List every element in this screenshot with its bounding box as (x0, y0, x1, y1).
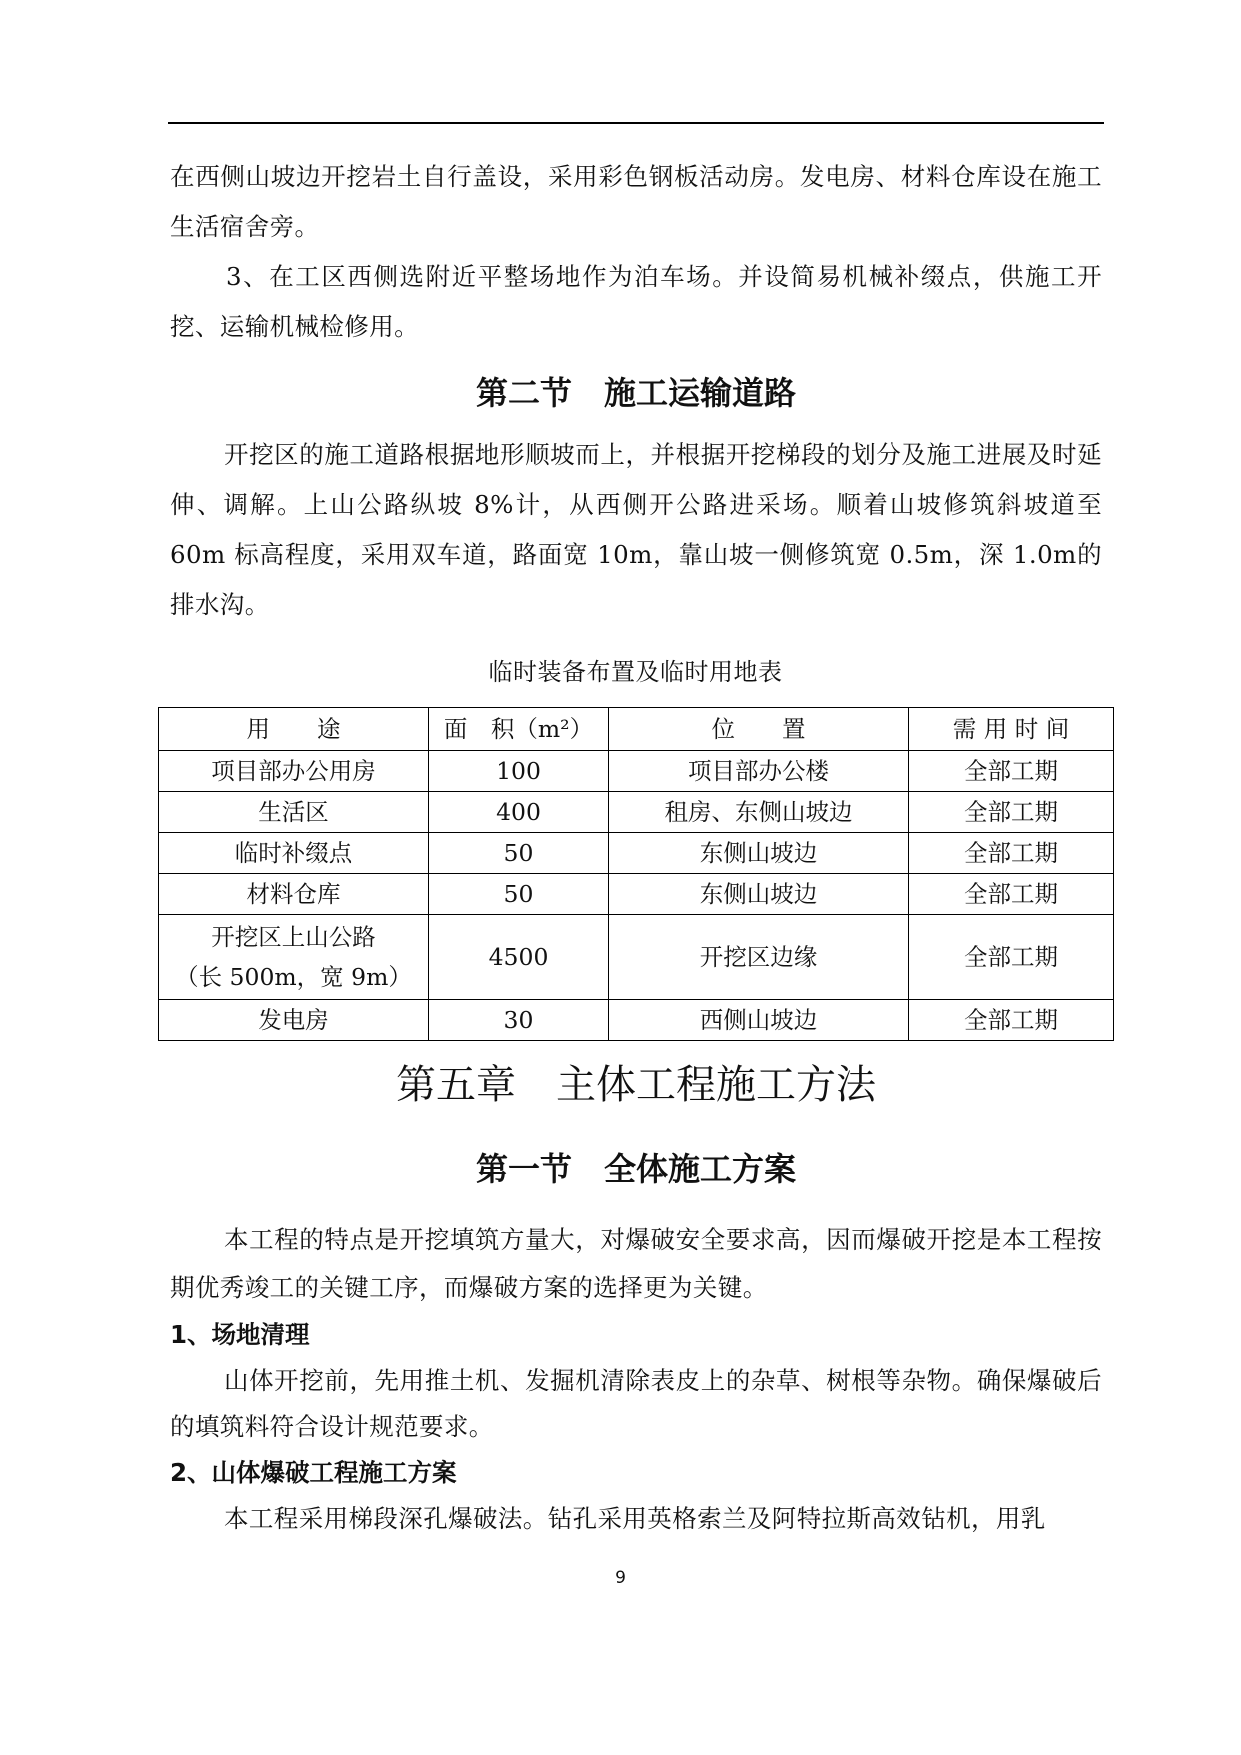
cell-area: 30 (429, 1000, 609, 1041)
cell-purpose: 发电房 (159, 1000, 429, 1041)
table-row (159, 874, 1114, 915)
paragraph-site-clearing: 山体开挖前，先用推土机、发掘机清除表皮上的杂草、树根等杂物。确保爆破后的填筑料符合设计规范要求。 (170, 1366, 1102, 1441)
table-row (159, 1000, 1114, 1041)
paragraph-housing: 在西侧山坡边开挖岩土自行盖设，采用彩色钢板活动房。发电房、材料仓库设在施工生活宿舍旁。 (170, 162, 1102, 241)
paragraph-parking: 3、在工区西侧选附近平整场地作为泊车场。并设简易机械补缀点，供施工开挖、运输机械检修用。 (170, 262, 1102, 341)
cell-duration: 全部工期 (909, 792, 1114, 833)
cell-area: 400 (429, 792, 609, 833)
paragraph-intro: 本工程的特点是开挖填筑方量大，对爆破安全要求高，因而爆破开挖是本工程按期优秀竣工的关键工序，而爆破方案的选择更为关键。 (170, 1225, 1102, 1302)
table-row (159, 915, 1114, 1000)
table-row (159, 833, 1114, 874)
cell-location: 项目部办公楼 (609, 751, 909, 792)
table-row (159, 792, 1114, 833)
cell-area: 100 (429, 751, 609, 792)
item-heading-blasting-plan: 2、山体爆破工程施工方案 (170, 1458, 457, 1487)
section-title-transport-road: 第二节 施工运输道路 (475, 374, 796, 412)
cell-location: 东侧山坡边 (609, 833, 909, 874)
section-title-overall-plan: 第一节 全体施工方案 (475, 1150, 796, 1188)
equipment-land-table (158, 707, 1114, 1041)
table-caption: 临时装备布置及临时用地表 (488, 658, 783, 686)
cell-duration: 全部工期 (909, 874, 1114, 915)
top-content (170, 152, 1102, 630)
paragraph-transport-road: 开挖区的施工道路根据地形顺坡而上，并根据开挖梯段的划分及施工进展及时延伸、调解。上山公路纵坡 8%计，从西侧开公路进采场。顺着山坡修筑斜坡道至 60m 标高程度，采用双车道，路面宽 10m，靠山坡一侧修筑宽 0.5m，深 1.0m的排水沟。 (170, 440, 1102, 619)
table-row (159, 751, 1114, 792)
header-purpose: 用 途 (159, 708, 429, 751)
cell-location: 西侧山坡边 (609, 1000, 909, 1041)
table-header-row (159, 708, 1114, 751)
chapter-title: 第五章 主体工程施工方法 (396, 1062, 876, 1108)
header-duration: 需 用 时 间 (909, 708, 1114, 751)
cell-area: 50 (429, 874, 609, 915)
chapter5-content (170, 1054, 1102, 1542)
paragraph-blasting-plan: 本工程采用梯段深孔爆破法。钻孔采用英格索兰及阿特拉斯高效钻机，用乳 (224, 1504, 1046, 1533)
item-heading-site-clearing: 1、场地清理 (170, 1320, 310, 1349)
page-number: 9 (615, 1568, 626, 1588)
cell-duration: 全部工期 (909, 751, 1114, 792)
cell-purpose: 临时补缀点 (159, 833, 429, 874)
cell-location: 东侧山坡边 (609, 874, 909, 915)
cell-duration: 全部工期 (909, 1000, 1114, 1041)
cell-area: 4500 (429, 915, 609, 1000)
cell-duration: 全部工期 (909, 833, 1114, 874)
header-location: 位 置 (609, 708, 909, 751)
cell-area: 50 (429, 833, 609, 874)
cell-purpose: 开挖区上山公路 （长 500m，宽 9m） (159, 915, 429, 1000)
cell-purpose: 材料仓库 (159, 874, 429, 915)
cell-location: 开挖区边缘 (609, 915, 909, 1000)
cell-purpose: 生活区 (159, 792, 429, 833)
cell-purpose: 项目部办公用房 (159, 751, 429, 792)
cell-location: 租房、东侧山坡边 (609, 792, 909, 833)
cell-duration: 全部工期 (909, 915, 1114, 1000)
header-area: 面 积（m²） (429, 708, 609, 751)
header-rule (168, 122, 1104, 124)
